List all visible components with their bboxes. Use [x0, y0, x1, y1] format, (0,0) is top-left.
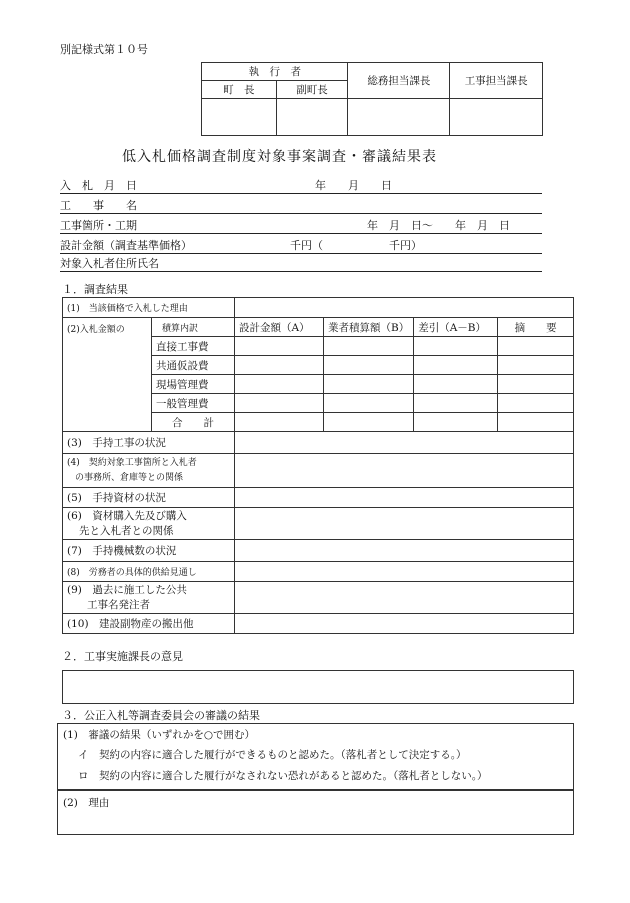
general-affairs-chief-header: 総務担当課長	[348, 63, 450, 99]
cell-design[interactable]	[235, 413, 324, 432]
construction-chief-header: 工事担当課長	[450, 63, 543, 99]
executor-header: 執 行 者	[202, 63, 348, 81]
item-label: (4) 契約対象工事箇所と入札者	[67, 458, 197, 469]
location-period-label: 工事箇所・工期	[60, 219, 137, 232]
col-contractor: 業者積算額（B）	[324, 318, 414, 337]
item-label: (7) 手持機械数の状況	[63, 540, 235, 562]
item-input[interactable]	[235, 488, 574, 508]
item-input[interactable]	[235, 562, 574, 582]
item-input[interactable]	[235, 540, 574, 562]
page-title: 低入札価格調査制度対象事案調査・審議結果表	[122, 149, 437, 165]
deputy-mayor-stamp-cell[interactable]	[276, 99, 348, 136]
col-remarks: 摘 要	[498, 318, 574, 337]
cell-remarks[interactable]	[498, 356, 574, 375]
design-amount-label: 設計金額（調査基準価格）	[60, 239, 192, 252]
cell-remarks[interactable]	[498, 337, 574, 356]
cell-design[interactable]	[235, 394, 324, 413]
item-label: (3) 手持工事の状況	[63, 432, 235, 454]
amount-label: (2)入札金額の	[63, 318, 152, 432]
item-label: (5) 手持資材の状況	[63, 488, 235, 508]
cell-diff[interactable]	[414, 394, 498, 413]
bid-date-label: 入 札 月 日	[60, 179, 137, 192]
cell-contractor[interactable]	[324, 356, 414, 375]
row-label: 直接工事費	[152, 337, 235, 356]
reason-input[interactable]	[235, 298, 574, 318]
section1-heading: １．調査結果	[62, 283, 128, 296]
cell-contractor[interactable]	[324, 337, 414, 356]
cell-remarks[interactable]	[498, 413, 574, 432]
item-label: (10) 建設副物産の搬出他	[63, 614, 235, 634]
cell-design[interactable]	[235, 375, 324, 394]
reason-label: (2) 理由	[63, 797, 110, 809]
section2-heading: ２．工事実施課長の意見	[62, 650, 183, 663]
item-label: 先と入札者との関係	[79, 524, 174, 537]
result-box	[57, 723, 574, 791]
result-label: (1) 審議の結果（いずれかを○で囲む）	[63, 729, 256, 741]
investigation-table	[62, 297, 574, 634]
cell-diff[interactable]	[414, 337, 498, 356]
chief-opinion-box[interactable]	[62, 670, 574, 704]
cell-diff[interactable]	[414, 375, 498, 394]
form-number: 別記様式第１０号	[60, 43, 148, 56]
item-label: (8) 労務者の具体的供給見通し	[63, 562, 235, 582]
cell-diff[interactable]	[414, 413, 498, 432]
cell-design[interactable]	[235, 337, 324, 356]
cell-design[interactable]	[235, 356, 324, 375]
col-breakdown: 積算内訳	[152, 318, 235, 337]
deputy-mayor-header: 副町長	[276, 81, 348, 99]
cell-remarks[interactable]	[498, 375, 574, 394]
mayor-stamp-cell[interactable]	[202, 99, 277, 136]
cell-diff[interactable]	[414, 356, 498, 375]
col-diff: 差引（A－B）	[414, 318, 498, 337]
design-amount-value[interactable]: 千円（ 千円）	[290, 239, 422, 252]
reason-box[interactable]	[57, 789, 574, 835]
item-label: 工事名発注者	[87, 598, 150, 611]
item-input[interactable]	[235, 582, 574, 614]
total-label: 合 計	[152, 413, 235, 432]
construction-stamp-cell[interactable]	[450, 99, 543, 136]
bid-date-value[interactable]: 年 月 日	[315, 179, 392, 192]
cell-contractor[interactable]	[324, 394, 414, 413]
section3-heading: ３．公正入札等調査委員会の審議の結果	[62, 709, 260, 722]
cell-remarks[interactable]	[498, 394, 574, 413]
approval-table	[201, 62, 543, 136]
period-value[interactable]: 年 月 日～ 年 月 日	[367, 219, 510, 232]
bidder-label: 対象入札者住所氏名	[60, 257, 159, 270]
general-affairs-stamp-cell[interactable]	[348, 99, 450, 136]
option-ro[interactable]: ロ 契約の内容に適合した履行がなされない恐れがあると認めた。（落札者としない。）	[78, 770, 488, 782]
item-input[interactable]	[235, 508, 574, 540]
row-label: 現場管理費	[152, 375, 235, 394]
mayor-header: 町 長	[202, 81, 277, 99]
cell-contractor[interactable]	[324, 375, 414, 394]
cell-contractor[interactable]	[324, 413, 414, 432]
reason-label: (1) 当該価格で入札した理由	[63, 298, 235, 318]
item-label: (6) 資材購入先及び購入	[67, 509, 187, 522]
item-input[interactable]	[235, 614, 574, 634]
option-i[interactable]: イ 契約の内容に適合した履行ができるものと認めた。（落札者として決定する。）	[78, 749, 467, 761]
item-input[interactable]	[235, 432, 574, 454]
item-label: (9) 過去に施工した公共	[67, 583, 187, 596]
item-label: の事務所、倉庫等との関係	[75, 472, 184, 483]
row-label: 共通仮設費	[152, 356, 235, 375]
work-name-label: 工 事 名	[60, 199, 137, 212]
col-design: 設計金額（A）	[235, 318, 324, 337]
item-input[interactable]	[235, 454, 574, 488]
row-label: 一般管理費	[152, 394, 235, 413]
